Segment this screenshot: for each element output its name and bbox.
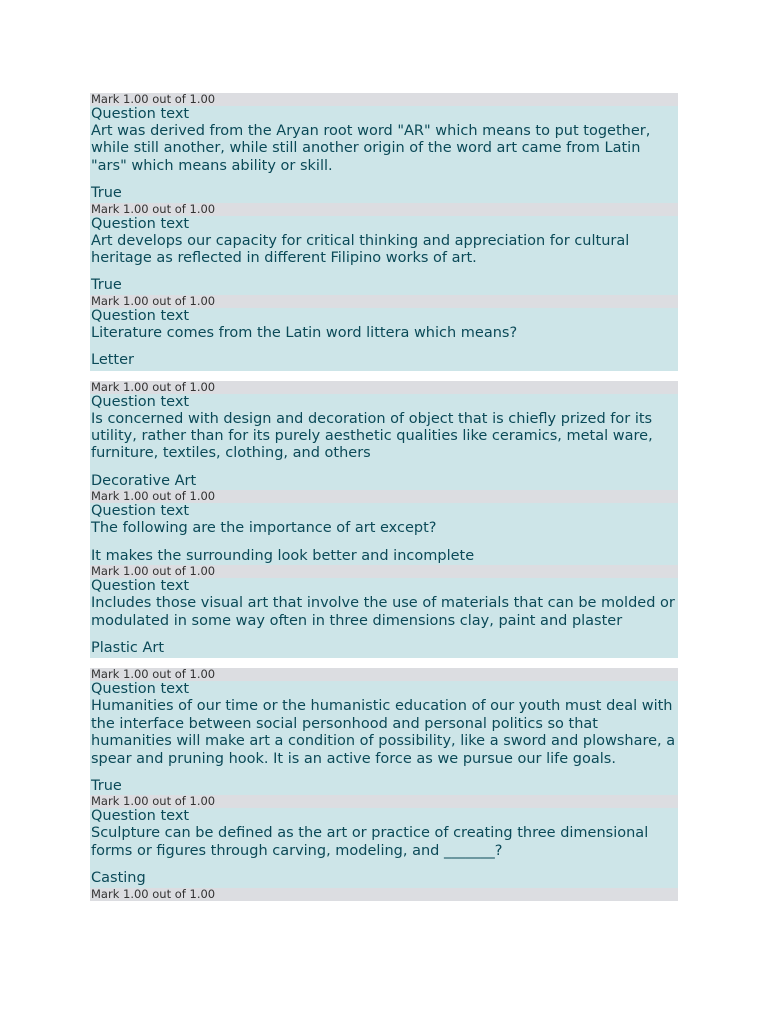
mark-label: Mark 1.00 out of 1.00 xyxy=(90,203,678,216)
question-label: Question text xyxy=(91,307,190,324)
mark-label: Mark 1.00 out of 1.00 xyxy=(90,490,678,503)
question-box xyxy=(90,681,678,795)
question-text: Humanities of our time or the humanistic education of our youth must deal with the interface between social personhood and personal politics so that humanities will make art a condition of possibility, like a sword and plowshare, a spear and pruning hook. It is an active force as we pursue our life goals. xyxy=(91,698,676,767)
mark-label: Mark 1.00 out of 1.00 xyxy=(90,295,678,308)
question-text: Art develops our capacity for critical thinking and appreciation for cultural heritage as reflected in different Filipino works of art. xyxy=(91,232,630,267)
answer-text: It makes the surrounding look better and incomplete xyxy=(91,547,475,564)
question-text: The following are the importance of art except? xyxy=(91,520,437,537)
question-box xyxy=(90,394,678,491)
question-box xyxy=(90,578,678,658)
answer-text: Casting xyxy=(91,870,146,887)
question-label: Question text xyxy=(91,215,190,232)
answer-text: True xyxy=(91,777,122,794)
mark-label: Mark 1.00 out of 1.00 xyxy=(90,93,678,106)
question-block xyxy=(90,795,678,887)
answer-text: Plastic Art xyxy=(91,639,165,656)
answer-text: True xyxy=(91,185,122,202)
question-block xyxy=(90,490,678,565)
question-text: Is concerned with design and decoration of object that is chiefly prized for its utility, rather than for its purely aesthetic qualities like ceramics, metal ware, furniture, textiles, clothing, and others xyxy=(91,410,653,462)
mark-label: Mark 1.00 out of 1.00 xyxy=(90,668,678,681)
mark-label: Mark 1.00 out of 1.00 xyxy=(90,565,678,578)
question-text: Literature comes from the Latin word littera which means? xyxy=(91,324,518,341)
question-label: Question text xyxy=(91,106,190,122)
answer-text: Letter xyxy=(91,352,134,369)
mark-label: Mark 1.00 out of 1.00 xyxy=(90,795,678,808)
question-box xyxy=(90,308,678,371)
mark-label: Mark 1.00 out of 1.00 xyxy=(90,888,678,901)
question-block xyxy=(90,203,678,295)
answer-text: True xyxy=(91,277,122,294)
question-label: Question text xyxy=(91,393,190,410)
mark-label: Mark 1.00 out of 1.00 xyxy=(90,381,678,394)
question-block xyxy=(90,381,678,491)
question-block xyxy=(90,565,678,658)
question-box xyxy=(90,216,678,295)
question-box xyxy=(90,106,678,203)
question-block xyxy=(90,668,678,795)
question-text: Includes those visual art that involve the use of materials that can be molded or modulated in some way often in three dimensions clay, paint and plaster xyxy=(91,595,675,629)
answer-text: Decorative Art xyxy=(91,472,197,489)
question-block xyxy=(90,93,678,203)
question-label: Question text xyxy=(91,808,190,825)
question-label: Question text xyxy=(91,681,190,698)
question-label: Question text xyxy=(91,503,190,520)
question-label: Question text xyxy=(91,578,190,595)
question-text: Art was derived from the Aryan root word "AR" which means to put together, while still another, while still another origin of the word art came from Latin "ars" which means ability or skill. xyxy=(91,123,651,174)
question-text: Sculpture can be defined as the art or practice of creating three dimensional forms or figures through carving, modeling, and _______? xyxy=(91,825,649,859)
question-box xyxy=(90,503,678,565)
quiz-review xyxy=(90,93,678,901)
question-box xyxy=(90,808,678,887)
question-block xyxy=(90,295,678,371)
